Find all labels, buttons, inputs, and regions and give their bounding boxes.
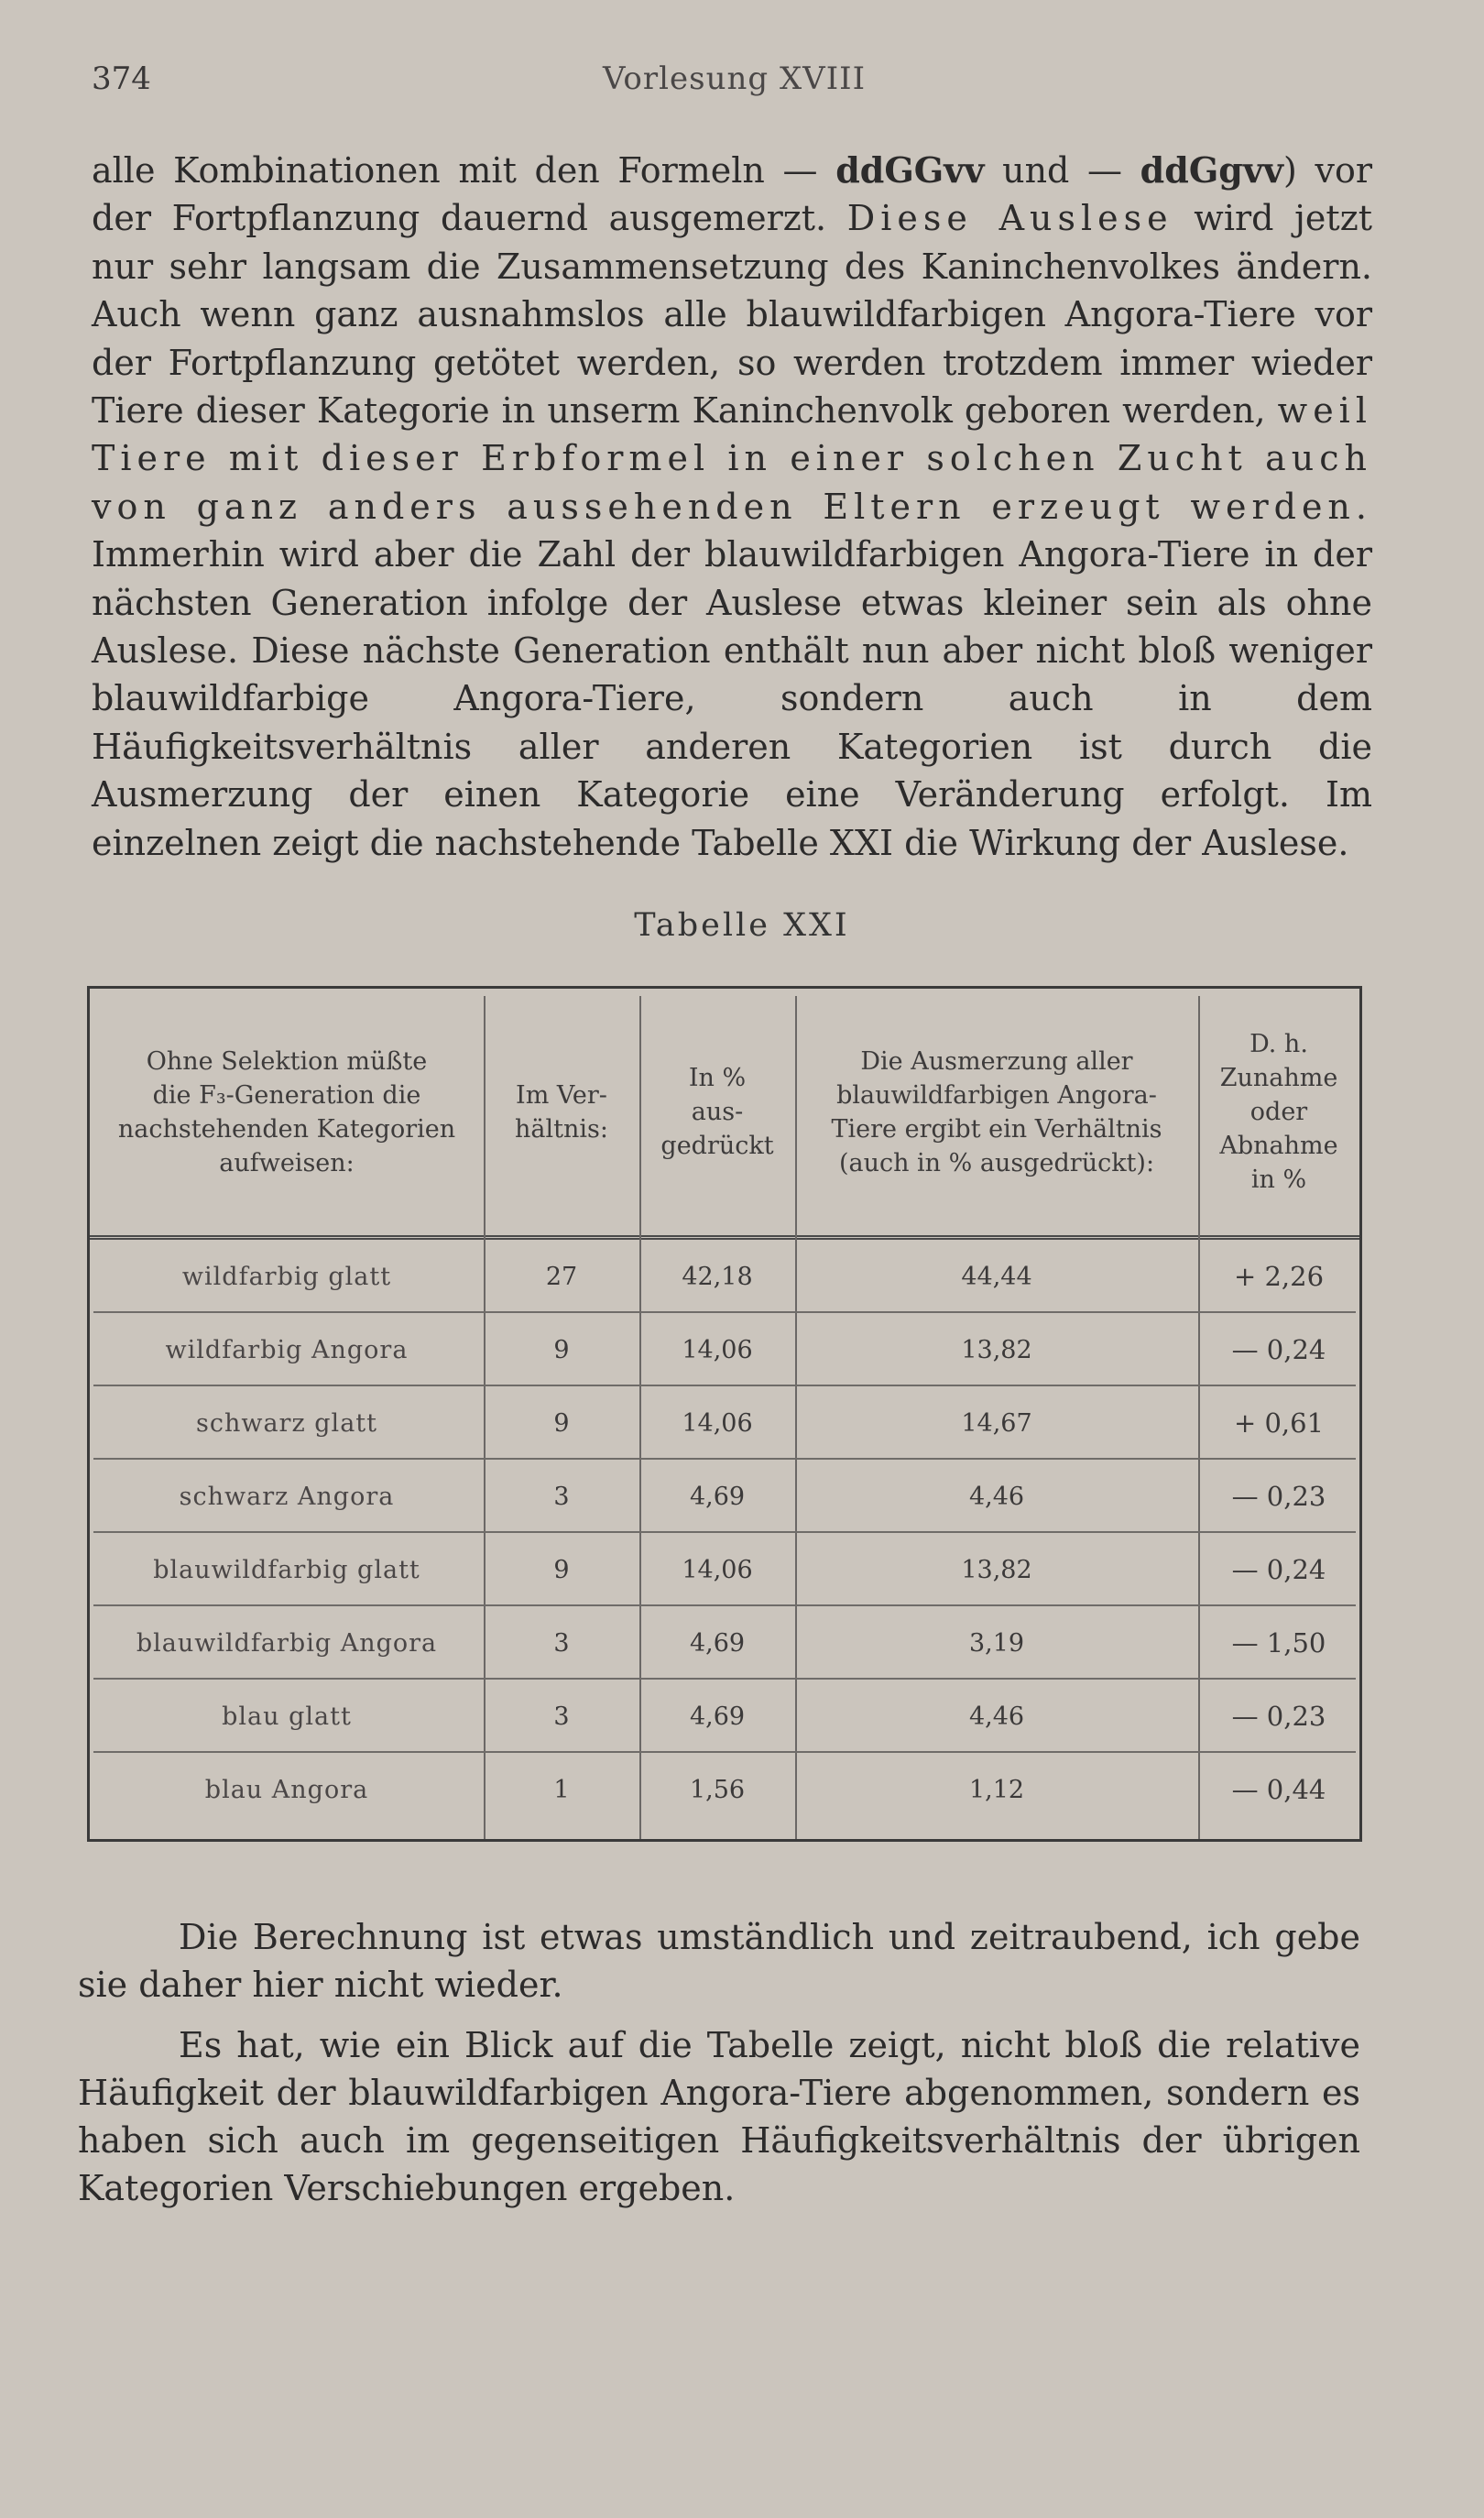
table-row [90, 1240, 1359, 1313]
cell-percent: 14,06 [682, 1408, 753, 1438]
cell-ratio: 9 [553, 1555, 570, 1584]
header-percent: In % aus- gedrückt [660, 1064, 774, 1160]
cell-ratio: 27 [545, 1262, 578, 1291]
cell-after-culling: 4,46 [968, 1482, 1025, 1511]
cell-after-culling: 14,67 [961, 1408, 1032, 1438]
header-after-culling: Die Ausmerzung aller blauwildfarbigen Angora- Tiere ergibt ein Verhältnis (auch in % ausgedrückt): [831, 1046, 1162, 1177]
cell-ratio: 1 [553, 1775, 570, 1804]
header-category: Ohne Selektion müßte die F₃-Generation die nachstehenden Kategorien aufweisen: [117, 1046, 456, 1177]
closing-paragraph-1: Die Berechnung ist etwas umständlich und zeitraubend, ich gebe sie daher hier nicht wieder. [78, 1917, 1360, 2005]
cell-category: blauwildfarbig Angora [136, 1628, 438, 1658]
header-ratio: Im Ver- hältnis: [515, 1080, 608, 1144]
table-title: Tabelle XXI [634, 907, 850, 944]
cell-category: blau glatt [222, 1702, 352, 1731]
cell-category: blau Angora [204, 1775, 369, 1804]
table-row [90, 1460, 1359, 1533]
data-table [87, 986, 1362, 1842]
table-row [90, 1386, 1359, 1460]
cell-after-culling: 44,44 [961, 1262, 1032, 1291]
cell-category: schwarz glatt [195, 1408, 377, 1438]
cell-ratio: 3 [553, 1702, 570, 1731]
cell-ratio: 3 [553, 1628, 570, 1658]
closing-text [78, 1913, 1360, 2212]
table-row [90, 1753, 1359, 1826]
body-paragraph-text: alle Kombinationen mit den Formeln — ddGGvv und — ddGgvv) vor der Fortpflanzung dauernd ausgemerzt. Diese Auslese wird jetzt nur sehr langsam die Zusammensetzung des Kaninchenvolkes ändern. Auch wenn ganz ausnahmslos alle blauwildfarbigen Angora-Tiere vor der Fortpflanzung getötet werden, so werden trotzdem immer wieder Tiere dieser Kategorie in unserm Kaninchenvolk geboren werden, weil Tiere mit dieser Erbformel in einer solchen Zucht auch von ganz anders aussehenden Eltern erzeugt werden. Immerhin wird aber die Zahl der blauwildfarbigen Angora-Tiere in der nächsten Generation infolge der Auslese etwas kleiner sein als ohne Auslese. Diese nächste Generation enthält nun aber nicht bloß weniger blauwildfarbige Angora-Tiere, sondern auch in dem Häufigkeitsverhältnis aller anderen Kategorien ist durch die Ausmerzung der einen Kategorie eine Veränderung erfolgt. Im einzelnen zeigt die nachstehende Tabelle XXI die Wirkung der Auslese. [92, 149, 1372, 863]
cell-category: wildfarbig Angora [165, 1335, 409, 1364]
table-row [90, 1606, 1359, 1680]
cell-category: schwarz Angora [179, 1482, 395, 1511]
cell-percent: 42,18 [682, 1262, 753, 1291]
cell-change: — 0,23 [1231, 1481, 1326, 1512]
cell-change: + 0,61 [1233, 1407, 1325, 1439]
body-paragraph [92, 147, 1372, 867]
cell-change: — 1,50 [1231, 1627, 1326, 1659]
cell-ratio: 3 [553, 1482, 570, 1511]
header-change: D. h. Zunahme oder Abnahme in % [1219, 1030, 1338, 1194]
table-row [90, 1533, 1359, 1606]
cell-after-culling: 1,12 [968, 1775, 1025, 1804]
cell-after-culling: 3,19 [968, 1628, 1025, 1658]
table-row [90, 1680, 1359, 1753]
running-header [92, 60, 1374, 106]
closing-paragraph-2: Es hat, wie ein Blick auf die Tabelle zeigt, nicht bloß die relative Häufigkeit der blauwildfarbigen Angora-Tiere abgenommen, sondern es haben sich auch im gegenseitigen Häufigkeitsverhältnis der übrigen Kategorien Verschiebungen ergeben. [78, 2025, 1360, 2208]
cell-category: wildfarbig glatt [181, 1262, 392, 1291]
cell-ratio: 9 [553, 1335, 570, 1364]
page-number: 374 [92, 60, 151, 97]
cell-after-culling: 13,82 [961, 1335, 1032, 1364]
cell-change: — 0,24 [1231, 1554, 1326, 1585]
cell-change: — 0,44 [1231, 1774, 1326, 1805]
cell-category: blauwildfarbig glatt [153, 1555, 420, 1584]
cell-after-culling: 4,46 [968, 1702, 1025, 1731]
cell-percent: 1,56 [689, 1775, 746, 1804]
table-row [90, 1313, 1359, 1386]
cell-percent: 4,69 [689, 1628, 746, 1658]
cell-change: + 2,26 [1233, 1261, 1325, 1292]
cell-percent: 14,06 [682, 1555, 753, 1584]
table-header [90, 989, 1359, 1240]
cell-ratio: 9 [553, 1408, 570, 1438]
cell-change: — 0,24 [1231, 1334, 1326, 1365]
chapter-title: Vorlesung XVIII [603, 60, 867, 97]
cell-percent: 14,06 [682, 1335, 753, 1364]
cell-change: — 0,23 [1231, 1701, 1326, 1732]
cell-after-culling: 13,82 [961, 1555, 1032, 1584]
cell-percent: 4,69 [689, 1482, 746, 1511]
cell-percent: 4,69 [689, 1702, 746, 1731]
